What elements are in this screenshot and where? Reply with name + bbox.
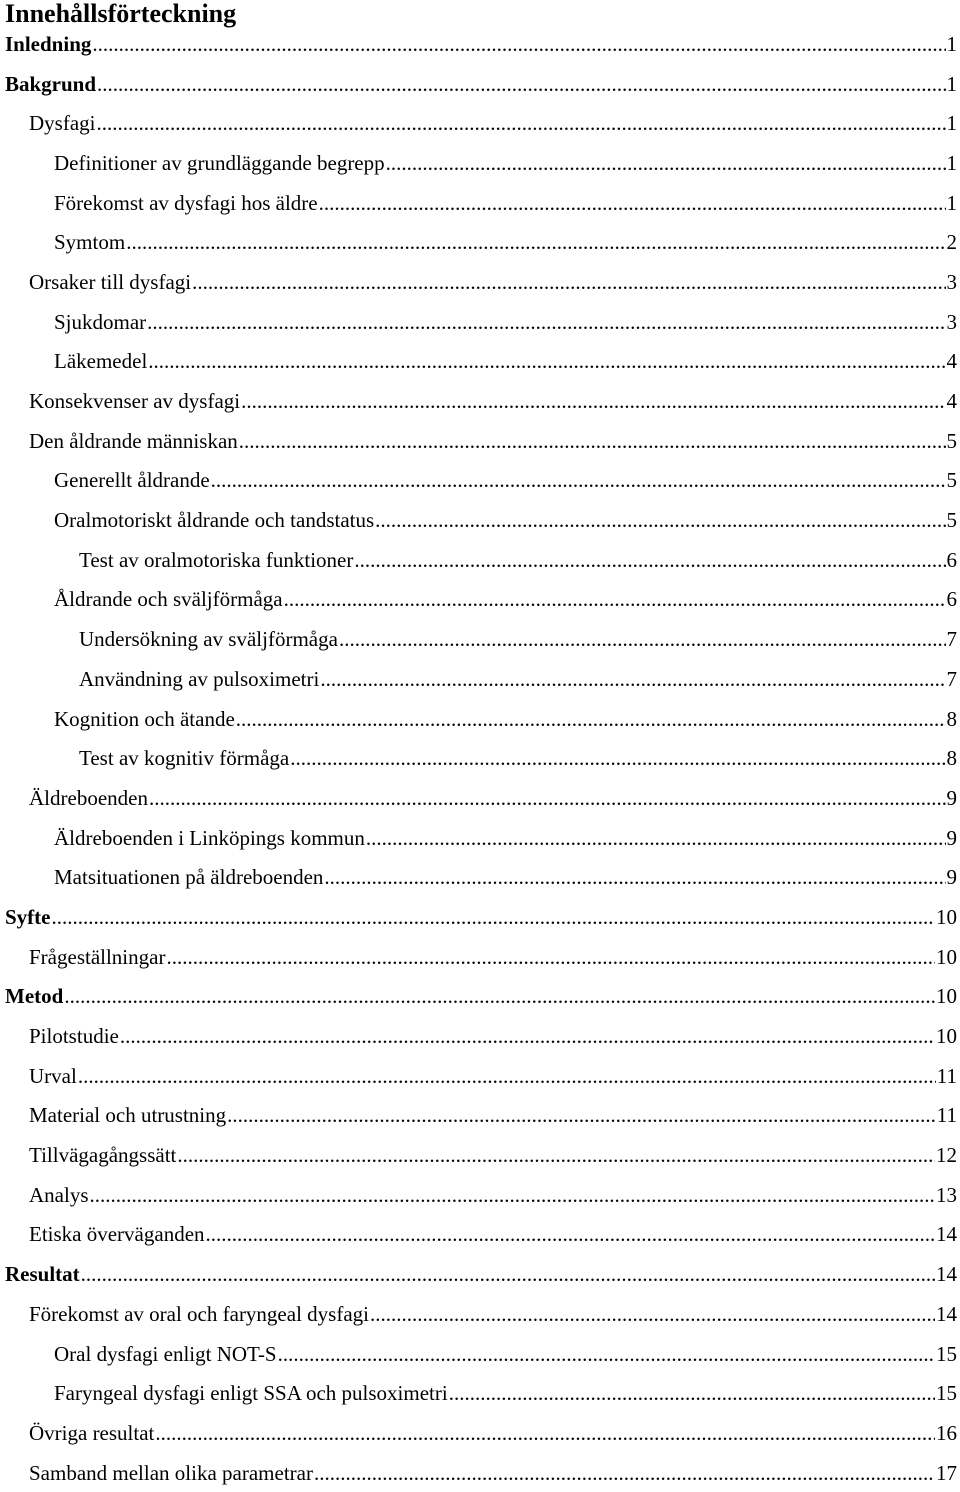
toc-entry-label: Resultat: [5, 1262, 80, 1287]
toc-entry[interactable]: [0, 103, 960, 143]
toc-entry-page-number: 14: [936, 1301, 957, 1326]
dot-leader: [241, 389, 945, 413]
toc-entry-label: Läkemedel: [54, 349, 148, 374]
dot-leader: [278, 1342, 935, 1366]
toc-entry-page-number: 11: [936, 1103, 957, 1128]
dot-leader: [354, 548, 945, 572]
toc-entry[interactable]: [0, 540, 960, 580]
toc-entry-label: Äldreboenden: [29, 785, 148, 810]
toc-entry-page-number: 7: [946, 627, 957, 652]
toc-entry-page-number: 1: [946, 150, 957, 175]
toc-entry-page-number: 12: [936, 1143, 957, 1168]
dot-leader: [92, 32, 945, 56]
dot-leader: [177, 1143, 935, 1167]
toc-entry[interactable]: [0, 699, 960, 739]
dot-leader: [449, 1381, 935, 1405]
toc-entry[interactable]: [0, 1453, 960, 1492]
dot-leader: [366, 826, 946, 850]
toc-entry[interactable]: [0, 818, 960, 858]
toc-entry[interactable]: [0, 302, 960, 342]
toc-entry-label: Dysfagi: [29, 111, 96, 136]
dot-leader: [206, 1222, 935, 1246]
toc-entry-label: Undersökning av sväljförmåga: [79, 627, 338, 652]
toc-entry-page-number: 9: [946, 785, 957, 810]
toc-entry-label: Metod: [5, 984, 64, 1009]
toc-entry-label: Kognition och ätande: [54, 706, 235, 731]
toc-entry-page-number: 15: [936, 1341, 957, 1366]
toc-entry-page-number: 2: [946, 230, 957, 255]
toc-entry-label: Orsaker till dysfagi: [29, 269, 192, 294]
dot-leader: [148, 349, 945, 373]
toc-entry-page-number: 8: [946, 746, 957, 771]
dot-leader: [149, 786, 946, 810]
toc-entry[interactable]: [0, 1135, 960, 1175]
toc-entry-label: Faryngeal dysfagi enligt SSA och pulsoximetri: [54, 1381, 448, 1406]
toc-entry-page-number: 3: [946, 309, 957, 334]
dot-leader: [155, 1421, 935, 1445]
toc-entry-page-number: 4: [946, 389, 957, 414]
toc-entry-page-number: 10: [936, 1024, 957, 1049]
toc-entry-label: Oral dysfagi enligt NOT-S: [54, 1341, 277, 1366]
toc-entry[interactable]: [0, 1373, 960, 1413]
dot-leader: [81, 1262, 935, 1286]
toc-entry[interactable]: [0, 659, 960, 699]
dot-leader: [314, 1461, 935, 1485]
toc-entry[interactable]: [0, 977, 960, 1017]
toc-entry-page-number: 1: [946, 31, 957, 56]
toc-entry[interactable]: [0, 937, 960, 977]
toc-entry-page-number: 5: [946, 508, 957, 533]
toc-entry-page-number: 14: [936, 1262, 957, 1287]
toc-entry-label: Förekomst av oral och faryngeal dysfagi: [29, 1301, 369, 1326]
toc-entry-label: Användning av pulsoximetri: [79, 666, 320, 691]
toc-entry-label: Bakgrund: [5, 71, 97, 96]
toc-entry-label: Oralmotoriskt åldrande och tandstatus: [54, 508, 375, 533]
toc-entry-label: Matsituationen på äldreboenden: [54, 865, 324, 890]
dot-leader: [239, 429, 946, 453]
toc-entry-label: Test av oralmotoriska funktioner: [79, 547, 354, 572]
toc-entry-label: Förekomst av dysfagi hos äldre: [54, 190, 318, 215]
dot-leader: [324, 865, 945, 889]
toc-entry-page-number: 6: [946, 587, 957, 612]
toc-entry[interactable]: [0, 222, 960, 262]
toc-entry[interactable]: [0, 1175, 960, 1215]
toc-entry-page-number: 3: [946, 269, 957, 294]
toc-entry-label: Material och utrustning: [29, 1103, 227, 1128]
toc-entry-label: Urval: [29, 1063, 77, 1088]
toc-entry-label: Åldrande och sväljförmåga: [54, 587, 283, 612]
dot-leader: [227, 1103, 936, 1127]
dot-leader: [97, 111, 946, 135]
toc-entry[interactable]: [0, 421, 960, 461]
dot-leader: [320, 667, 945, 691]
dot-leader: [339, 627, 946, 651]
dot-leader: [120, 1024, 935, 1048]
dot-leader: [375, 508, 945, 532]
toc-entry-label: Generellt åldrande: [54, 468, 210, 493]
dot-leader: [78, 1064, 936, 1088]
dot-leader: [236, 707, 946, 731]
toc-entry[interactable]: [0, 1215, 960, 1255]
toc-entry-page-number: 1: [946, 190, 957, 215]
toc-entry-page-number: 5: [946, 468, 957, 493]
toc-entry-label: Den åldrande människan: [29, 428, 238, 453]
toc-entry-label: Pilotstudie: [29, 1024, 119, 1049]
toc-entry[interactable]: [0, 1294, 960, 1334]
toc-entry[interactable]: [0, 500, 960, 540]
toc-entry-page-number: 16: [936, 1420, 957, 1445]
toc-title: Innehållsförteckning: [5, 0, 237, 28]
toc-entry-page-number: 9: [946, 825, 957, 850]
toc-entry[interactable]: [0, 24, 960, 64]
dot-leader: [319, 191, 946, 215]
toc-entry[interactable]: [0, 1016, 960, 1056]
toc-entry[interactable]: [0, 857, 960, 897]
toc-entry-label: Syfte: [5, 904, 51, 929]
toc-entry-label: Analys: [29, 1182, 89, 1207]
toc-entry[interactable]: [0, 262, 960, 302]
toc-entry-label: Definitioner av grundläggande begrepp: [54, 150, 385, 175]
toc-entry[interactable]: [0, 897, 960, 937]
toc-entry[interactable]: [0, 738, 960, 778]
dot-leader: [192, 270, 945, 294]
toc-entry-page-number: 11: [936, 1063, 957, 1088]
toc-list: [0, 24, 960, 1492]
toc-entry-label: Inledning: [5, 31, 92, 56]
toc-entry-label: Frågeställningar: [29, 944, 166, 969]
toc-entry[interactable]: [0, 1254, 960, 1294]
toc-entry-page-number: 10: [936, 944, 957, 969]
toc-entry[interactable]: [0, 1334, 960, 1374]
dot-leader: [166, 945, 935, 969]
dot-leader: [290, 746, 945, 770]
toc-entry-page-number: 1: [946, 111, 957, 136]
toc-entry-page-number: 14: [936, 1222, 957, 1247]
toc-entry[interactable]: [0, 1413, 960, 1453]
toc-entry-label: Sjukdomar: [54, 309, 147, 334]
toc-entry[interactable]: [0, 183, 960, 223]
toc-entry-label: Konsekvenser av dysfagi: [29, 389, 241, 414]
dot-leader: [52, 905, 936, 929]
dot-leader: [211, 468, 946, 492]
toc-entry-label: Tillvägagångssätt: [29, 1143, 177, 1168]
toc-entry-page-number: 8: [946, 706, 957, 731]
toc-entry[interactable]: [0, 1096, 960, 1136]
toc-entry[interactable]: [0, 342, 960, 382]
toc-entry-label: Övriga resultat: [29, 1420, 155, 1445]
toc-entry-page-number: 17: [936, 1460, 957, 1485]
toc-entry-page-number: 10: [936, 984, 957, 1009]
dot-leader: [147, 310, 945, 334]
dot-leader: [386, 151, 946, 175]
toc-entry[interactable]: [0, 381, 960, 421]
toc-entry[interactable]: [0, 619, 960, 659]
dot-leader: [64, 984, 935, 1008]
dot-leader: [97, 72, 945, 96]
toc-entry-label: Samband mellan olika parametrar: [29, 1460, 313, 1485]
dot-leader: [370, 1302, 935, 1326]
toc-entry-label: Test av kognitiv förmåga: [79, 746, 290, 771]
toc-entry-label: Äldreboenden i Linköpings kommun: [54, 825, 365, 850]
toc-entry-page-number: 5: [946, 428, 957, 453]
toc-entry-page-number: 4: [946, 349, 957, 374]
toc-entry[interactable]: [0, 1056, 960, 1096]
toc-entry-label: Etiska överväganden: [29, 1222, 205, 1247]
dot-leader: [126, 230, 945, 254]
toc-entry-page-number: 10: [936, 904, 957, 929]
toc-entry-page-number: 7: [946, 666, 957, 691]
dot-leader: [90, 1183, 936, 1207]
toc-entry-page-number: 15: [936, 1381, 957, 1406]
toc-entry-page-number: 9: [946, 865, 957, 890]
toc-entry[interactable]: [0, 778, 960, 818]
toc-entry-page-number: 6: [946, 547, 957, 572]
toc-entry[interactable]: [0, 143, 960, 183]
toc-entry[interactable]: [0, 64, 960, 104]
dot-leader: [284, 587, 946, 611]
toc-entry[interactable]: [0, 461, 960, 501]
toc-entry-label: Symtom: [54, 230, 126, 255]
toc-entry-page-number: 1: [946, 71, 957, 96]
toc-entry-page-number: 13: [936, 1182, 957, 1207]
toc-entry[interactable]: [0, 580, 960, 620]
